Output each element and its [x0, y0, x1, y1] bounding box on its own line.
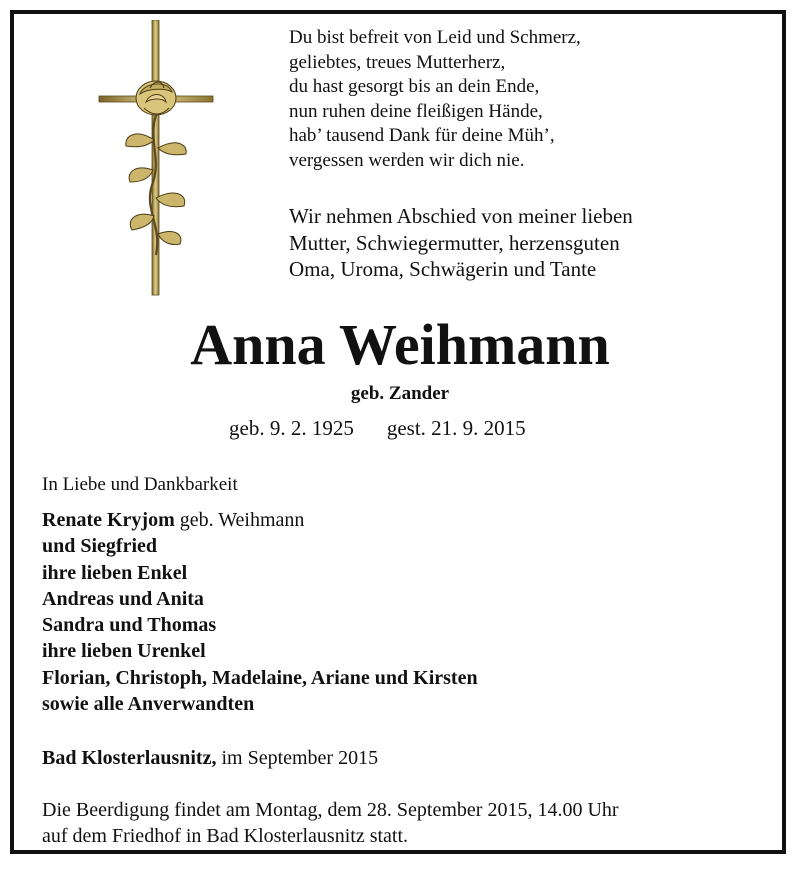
poem-line: geliebtes, treues Mutterherz, [289, 51, 506, 73]
poem-line: du hast gesorgt bis an dein Ende, [289, 76, 540, 98]
mourner-line: Florian, Christoph, Madelaine, Ariane und Kirsten [42, 666, 478, 689]
mourner-line: ihre lieben Enkel [42, 561, 188, 584]
place-date: im September 2015 [216, 747, 379, 769]
mourner-name: Renate Kryjom [42, 509, 175, 531]
funeral-line: auf dem Friedhof in Bad Klosterlausnitz statt. [42, 825, 409, 847]
cross-with-rose-icon [96, 20, 216, 300]
mourner-line: sowie alle Anverwandten [42, 693, 255, 716]
mourner-line: Andreas und Anita [42, 587, 204, 610]
funeral-line: Die Beerdigung findet am Montag, dem 28. September 2015, 14.00 Uhr [42, 799, 619, 821]
death-date: gest. 21. 9. 2015 [386, 416, 526, 440]
poem-line: nun ruhen deine fleißigen Hände, [289, 100, 543, 122]
farewell-line: Wir nehmen Abschied von meiner lieben [289, 204, 633, 228]
maiden-name: geb. Zander [350, 383, 450, 404]
mourner-line: Sandra und Thomas [42, 614, 217, 637]
poem [289, 26, 581, 174]
poem-line: Du bist befreit von Leid und Schmerz, [289, 27, 581, 48]
mourner-maiden: geb. Weihmann [174, 509, 305, 531]
poem-line: vergessen werden wir dich nie. [289, 149, 525, 171]
intro-text: In Liebe und Dankbarkeit [42, 474, 238, 495]
funeral-notice [42, 797, 619, 849]
place-city: Bad Klosterlausnitz, [42, 747, 217, 769]
poem-line: hab’ tausend Dank für deine Müh’, [289, 125, 555, 147]
birth-date: geb. 9. 2. 1925 [229, 416, 354, 440]
mourners-list [42, 507, 478, 717]
life-dates [229, 413, 526, 443]
deceased-name: Anna Weihmann [190, 312, 610, 377]
farewell-text [289, 203, 633, 283]
mourner-line: und Siegfried [42, 535, 158, 558]
place-and-date [42, 744, 378, 772]
mourner-line: ihre lieben Urenkel [42, 640, 206, 663]
farewell-line: Oma, Uroma, Schwägerin und Tante [289, 257, 597, 282]
mourner-line [42, 507, 478, 533]
farewell-line: Mutter, Schwiegermutter, herzensguten [289, 230, 620, 255]
